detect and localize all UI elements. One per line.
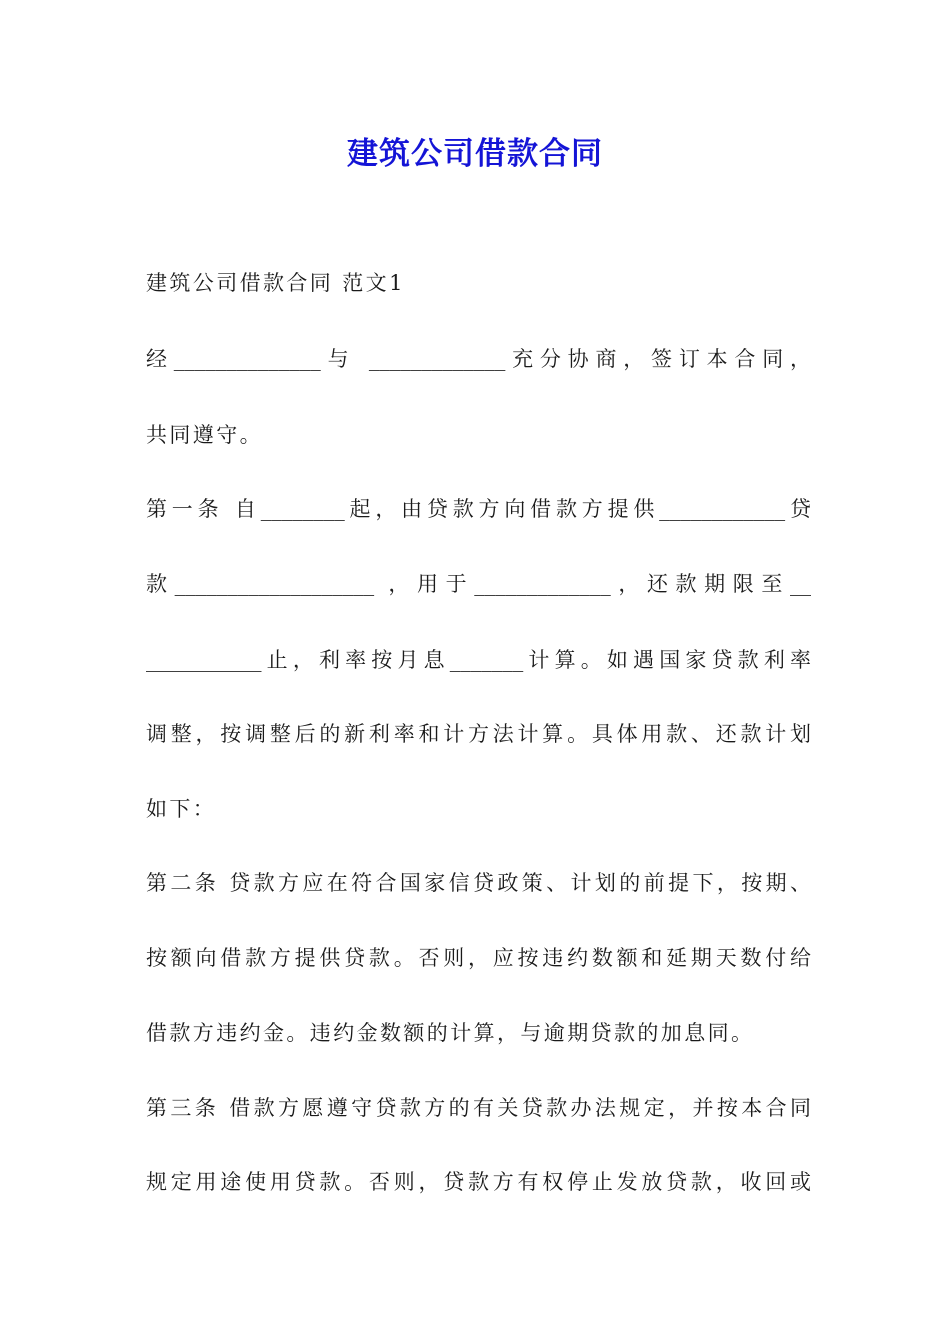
article-3-line-1: 第三条 借款方愿遵守贷款方的有关贷款办法规定，并按本合同 bbox=[146, 1096, 811, 1120]
text-line-2: 共同遵守。 bbox=[146, 423, 263, 447]
article-1-line-4: 调整，按调整后的新利率和计方法计算。具体用款、还款计划 bbox=[146, 722, 811, 746]
article-2-line-1: 第二条 贷款方应在符合国家信贷政策、计划的前提下，按期、 bbox=[146, 871, 811, 895]
article-1-line-1: 第一条 自________起，由贷款方向借款方提供____________贷 bbox=[146, 497, 811, 521]
article-2-line-2: 按额向借款方提供贷款。否则，应按违约数额和延期天数付给 bbox=[146, 946, 811, 970]
article-3-line-2: 规定用途使用贷款。否则，贷款方有权停止发放贷款，收回或 bbox=[146, 1170, 811, 1194]
article-1-line-5: 如下： bbox=[146, 797, 217, 821]
subtitle-line: 建筑公司借款合同 范文1 bbox=[146, 271, 405, 295]
text-line-1: 经______________与 _____________充分协商，签订本合同， bbox=[146, 347, 811, 371]
article-1-line-2: 款___________________ ，用于_____________，还款期限至__ bbox=[146, 572, 811, 596]
article-2-line-3: 借款方违约金。违约金数额的计算，与逾期贷款的加息同。 bbox=[146, 1021, 755, 1045]
document-title: 建筑公司借款合同 bbox=[347, 136, 603, 172]
article-1-line-3: ___________止，利率按月息_______计算。如遇国家贷款利率 bbox=[146, 648, 811, 672]
